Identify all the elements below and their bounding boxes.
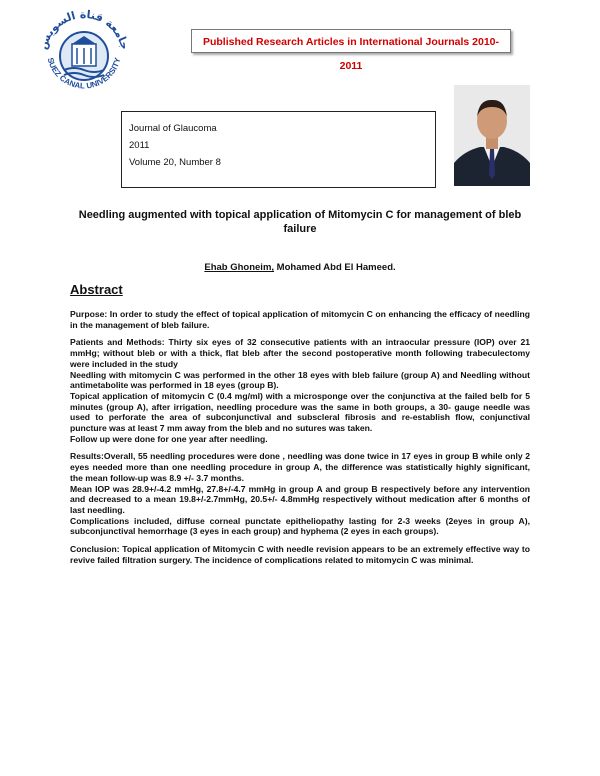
journal-info-box — [121, 111, 436, 188]
journal-year: 2011 — [129, 140, 150, 151]
journal-name: Journal of Glaucoma — [129, 123, 217, 134]
abstract-methods-procedure: Topical application of mitomycin C (0.4 mg/ml) with a microsponge over the conjunctiva at the failed belb for 5 minutes (group A), after irrigation, needling procedure was the same in both groups, a 30- gauge needle was used to perforate the area of subconjunctival and subscleral fibrosis and re-establish flow, conjunctival puncture was at least 7 mm away from the bleb and no sutures was taken. — [70, 390, 530, 434]
abstract-results-iop: Mean IOP was 28.9+/-4.2 mmHg, 27.8+/-4.7 mmHg in group A and group B respectively before any intervention and decreased to a mean 19.8+/-2.7mmHg, 20.5+/- 4.8mmHg respectively without medication after 6 months of last needling. — [70, 483, 530, 515]
svg-text:جامعة قناة السويس: جامعة قناة السويس — [36, 8, 132, 52]
published-articles-banner: Published Research Articles in International Journals 2010-2011 — [191, 29, 511, 53]
abstract-conclusion: Conclusion: Topical application of Mitomycin C with needle revision appears to be an extremely effective way to revive failed filtration surgery. The incidence of complications related to mitomycin C was minimal. — [70, 544, 530, 565]
abstract-results: Results:Overall, 55 needling procedures were done , needling was done twice in 17 eyes in group B while only 2 eyes needed more than one needling procedure in group A, the difference was statistically highly significant, the mean follow-up was 8.9 +/- 3.7 months. — [70, 451, 530, 483]
abstract-methods-groups: Needling with mitomycin C was performed in the other 18 eyes with bleb failure (group A) and Needling without antimetabolite was performed in 18 eyes (group B). — [70, 369, 530, 391]
university-crest-icon — [60, 32, 108, 80]
abstract-methods: Patients and Methods: Thirty six eyes of 32 consecutive patients with an intraocular pressure (IOP) over 21 mmHg; without bleb or with a thick, flat bleb after the second postoperative month following trabeculectomy were included in the study — [70, 337, 530, 369]
abstract-purpose: Purpose: In order to study the effect of topical application of mitomycin C on enhancing the efficacy of needling in the management of bleb failure. — [70, 309, 530, 330]
abstract-followup: Follow up were done for one year after needling. — [70, 433, 268, 444]
svg-text:SUEZ CANAL UNIVERSITY: SUEZ CANAL UNIVERSITY — [45, 56, 123, 91]
coauthor: Mohamed Abd El Hameed. — [274, 262, 396, 273]
abstract-complications: Complications included, diffuse corneal punctate epitheliopathy lasting for 2-3 weeks (2eyes in group A), subconjunctival hemorrhage (3 eyes in each group) and hyphema (2 eyes in each groups). — [70, 515, 530, 537]
author-line — [0, 262, 600, 273]
article-title: Needling augmented with topical application of Mitomycin C for management of bleb failure — [78, 209, 522, 235]
journal-volume: Volume 20, Number 8 — [129, 157, 221, 168]
author-portrait — [454, 85, 530, 186]
abstract-body — [70, 309, 530, 565]
abstract-heading: Abstract — [70, 282, 123, 297]
university-logo — [34, 8, 134, 94]
primary-author: Ehab Ghoneim, — [204, 262, 275, 273]
